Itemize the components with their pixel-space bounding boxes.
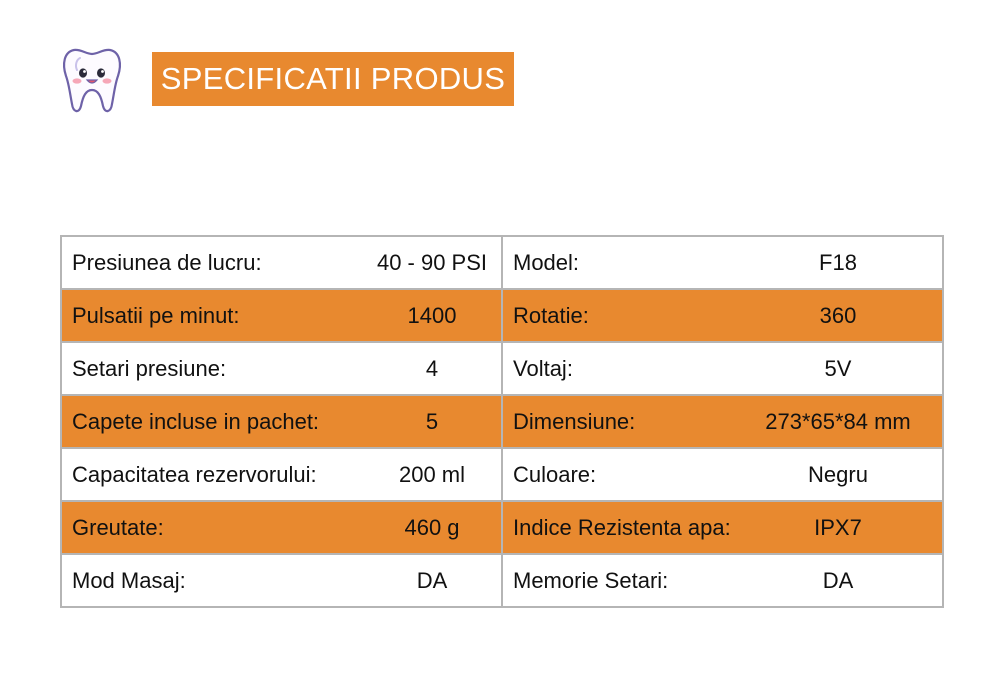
table-row [61,448,943,501]
tooth-mascot-icon [60,44,124,116]
spec-label: Pulsatii pe minut: [72,302,240,328]
spec-label: Model: [513,249,580,275]
spec-value: IPX7 [814,514,862,540]
spec-label: Indice Rezistenta apa: [513,514,731,540]
spec-value: DA [822,567,854,593]
table-row [61,236,943,289]
table-row [61,289,943,342]
spec-label: Mod Masaj: [72,567,186,593]
spec-value: 5 [425,408,439,434]
table-row [61,395,943,448]
table-row [61,342,943,395]
spec-label: Greutate: [72,514,164,540]
spec-label: Dimensiune: [513,408,636,434]
spec-value: F18 [819,249,857,275]
page-title: SPECIFICATII PRODUS [152,52,514,106]
spec-value: 4 [425,355,439,381]
spec-label: Setari presiune: [72,355,227,381]
table-row [61,501,943,554]
spec-label: Voltaj: [513,355,573,381]
spec-value: Negru [808,461,868,487]
spec-label: Culoare: [513,461,597,487]
spec-label: Presiunea de lucru: [72,249,262,275]
spec-value: 40 - 90 PSI [376,249,488,275]
spec-value: 5V [824,355,852,381]
table-row [61,554,943,607]
spec-value: 273*65*84 mm [765,408,911,434]
spec-value: 460 g [404,514,460,540]
spec-label: Capacitatea rezervorului: [72,461,317,487]
header [60,44,520,116]
spec-label: Capete incluse in pachet: [72,408,320,434]
specifications-table [60,235,944,608]
spec-label: Rotatie: [513,302,589,328]
spec-value: DA [416,567,448,593]
spec-value: 360 [819,302,857,328]
spec-value: 1400 [407,302,457,328]
spec-value: 200 ml [398,461,466,487]
spec-label: Memorie Setari: [513,567,669,593]
